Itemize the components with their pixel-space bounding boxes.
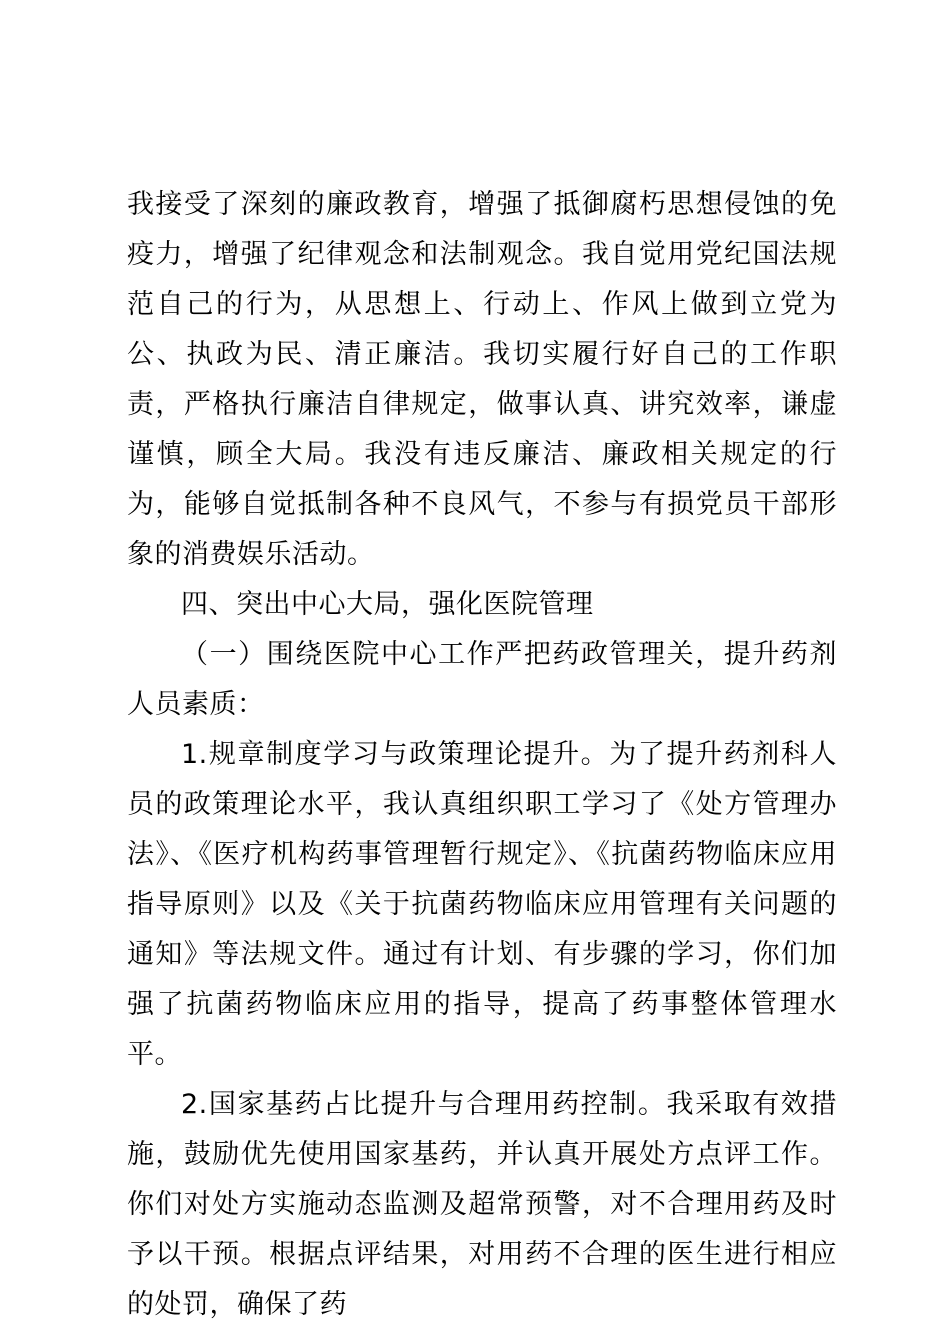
document-body [127, 180, 837, 1330]
paragraph-regulation-study: 1.规章制度学习与政策理论提升。为了提升药剂科人员的政策理论水平，我认真组织职工学习了《处方管理办法》、《医疗机构药事管理暂行规定》、《抗菌药物临床应用指导原则》以及《关于抗菌药物临床应用管理有关问题的通知》等法规文件。通过有计划、有步骤的学习，你们加强了抗菌药物临床应用的指导，提高了药事整体管理水平。 [127, 739, 837, 1070]
paragraph-essential-drugs: 2.国家基药占比提升与合理用药控制。我采取有效措施，鼓励优先使用国家基药，并认真开展处方点评工作。你们对处方实施动态监测及超常预警，对不合理用药及时予以干预。根据点评结果，对用药不合理的医生进行相应的处罚，确保了药 [127, 1089, 837, 1320]
subsection-pharmacy-management: （一）围绕医院中心工作严把药政管理关，提升药剂人员素质： [127, 639, 837, 720]
section-heading-hospital-management: 四、突出中心大局，强化医院管理 [181, 589, 594, 620]
paragraph-integrity-education: 我接受了深刻的廉政教育，增强了抵御腐朽思想侵蚀的免疫力，增强了纪律观念和法制观念。我自觉用党纪国法规范自己的行为，从思想上、行动上、作风上做到立党为公、执政为民、清正廉洁。我切实履行好自己的工作职责，严格执行廉洁自律规定，做事认真、讲究效率，谦虚谨慎，顾全大局。我没有违反廉洁、廉政相关规定的行为，能够自觉抵制各种不良风气，不参与有损党员干部形象的消费娱乐活动。 [127, 189, 837, 570]
